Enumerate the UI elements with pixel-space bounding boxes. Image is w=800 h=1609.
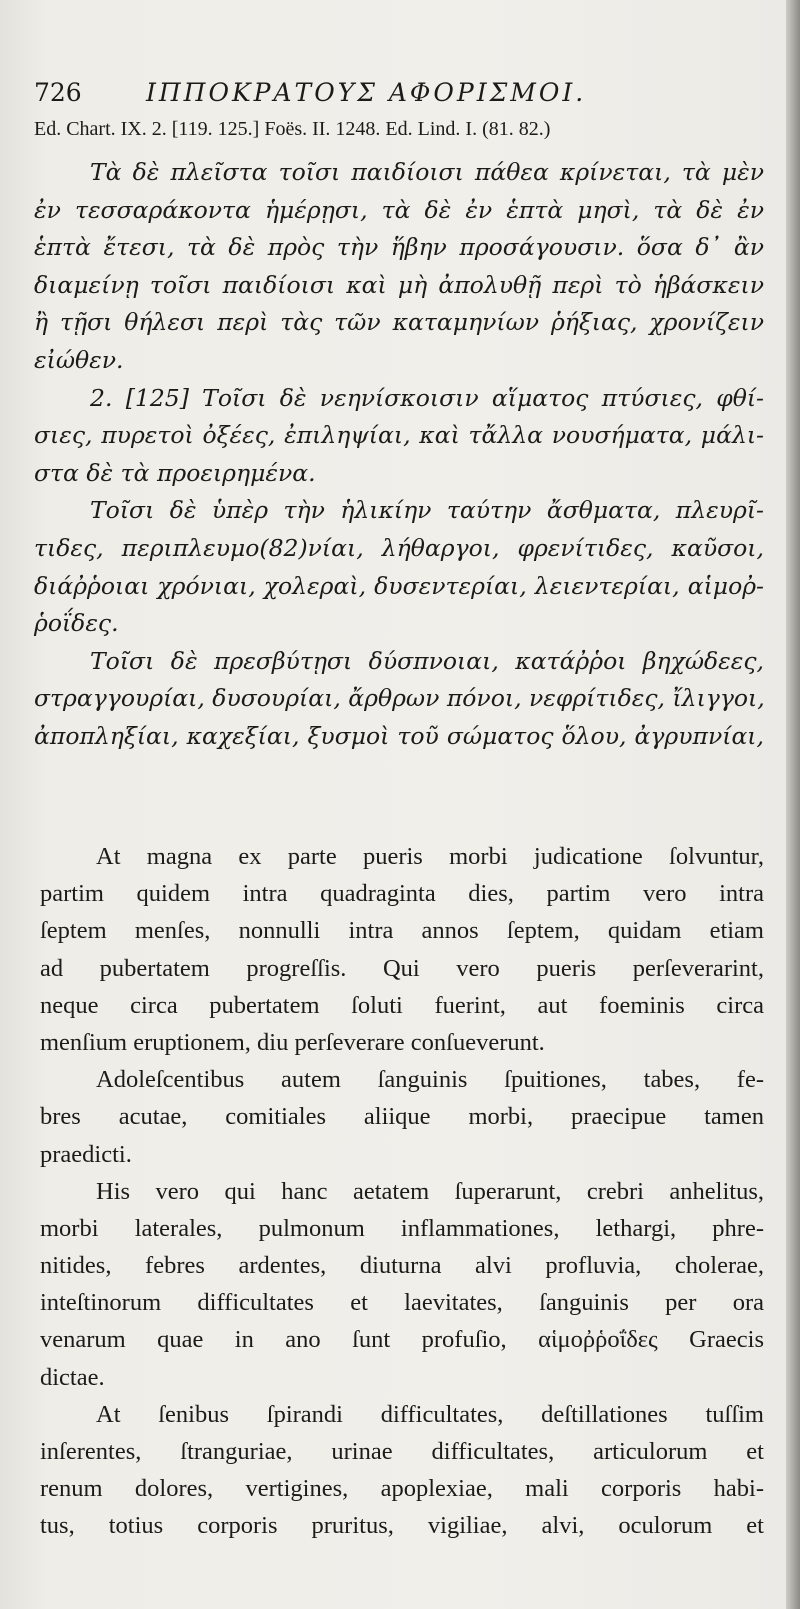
edition-references: Ed. Chart. IX. 2. [119. 125.] Foës. II. 1248. Ed. Lind. I. (81. 82.) (34, 118, 551, 140)
latin-line: ſeptem menſes, nonnulli intra annos ſeptem, quidam etiam (40, 917, 764, 945)
greek-line: ῥοΐδες. (34, 609, 119, 638)
greek-line: τιδες, περιπλευμο(82)νίαι, λήθαργοι, φρενίτιδες, καῦσοι, (34, 533, 764, 562)
page-edge-shadow (786, 0, 800, 1609)
greek-line: Τοῖσι δὲ πρεσβύτῃσι δύσπνοιαι, κατάῤῥοι βηχώδεες, (90, 646, 764, 675)
greek-line: σιες, πυρετοὶ ὀξέες, ἐπιληψίαι, καὶ τἄλλα νουσήματα, μάλι- (34, 421, 764, 450)
latin-line: At ſenibus ſpirandi difficultates, deſtillationes tuſſim (96, 1400, 764, 1428)
latin-line: inteſtinorum difficultates et laevitates, ſanguinis per ora (40, 1289, 764, 1317)
latin-line: renum dolores, vertigines, apoplexiae, mali corporis habi- (40, 1475, 764, 1503)
greek-line: Τοῖσι δὲ ὑπὲρ τὴν ἡλικίην ταύτην ἄσθματα, πλευρῖ- (90, 496, 764, 525)
latin-text-block (40, 838, 764, 1545)
greek-line: εἰώθεν. (34, 345, 124, 374)
greek-line: ἑπτὰ ἔτεσι, τὰ δὲ πρὸς τὴν ἥβην προσάγουσιν. ὅσα δ᾽ ἂν (34, 233, 764, 262)
running-title: ΙΠΠΟΚΡΑΤΟΥΣ ΑΦΟΡΙΣΜΟΙ. (146, 78, 587, 107)
greek-line: 2. [125] Τοῖσι δὲ νεηνίσκοισιν αἵματος πτύσιες, φθί- (90, 383, 764, 412)
latin-line: At magna ex parte pueris morbi judicatione ſolvuntur, (96, 843, 764, 870)
latin-line: menſium eruptionem, diu perſeverare conſueverunt. (40, 1028, 545, 1056)
greek-line: Τὰ δὲ πλεῖστα τοῖσι παιδίοισι πάθεα κρίνεται, τὰ μὲν (90, 158, 764, 186)
greek-line: στα δὲ τὰ προειρημένα. (34, 458, 316, 487)
greek-line: διάῤῥοιαι χρόνιαι, χολεραὶ, δυσεντερίαι, λειεντερίαι, αἱμοῤ- (34, 571, 764, 600)
latin-line: venarum quae in ano ſunt profuſio, αἱμοῤῥοΐδες Graecis (40, 1326, 764, 1354)
latin-line: His vero qui hanc aetatem ſuperarunt, crebri anhelitus, (96, 1177, 764, 1205)
greek-text-block (34, 154, 764, 756)
latin-line: bres acutae, comitiales aliique morbi, praecipue tamen (40, 1103, 764, 1131)
latin-line: dictae. (40, 1363, 105, 1391)
latin-line: Adoleſcentibus autem ſanguinis ſpuitiones, tabes, fe- (96, 1066, 764, 1094)
latin-line: ad pubertatem progreſſis. Qui vero pueris perſeverarint, (40, 954, 764, 982)
latin-line: partim quidem intra quadraginta dies, partim vero intra (40, 880, 764, 908)
latin-line: tus, totius corporis pruritus, vigiliae, alvi, oculorum et (40, 1512, 764, 1540)
latin-line: praedicti. (40, 1140, 132, 1168)
page-number: 726 (34, 78, 82, 107)
greek-line: ἐν τεσσαράκοντα ἡμέρῃσι, τὰ δὲ ἐν ἑπτὰ μησὶ, τὰ δὲ ἐν (34, 195, 764, 224)
greek-line: στραγγουρίαι, δυσουρίαι, ἄρθρων πόνοι, νεφρίτιδες, ἴλιγγοι, (34, 684, 765, 713)
greek-line: διαμείνῃ τοῖσι παιδίοισι καὶ μὴ ἀπολυθῇ περὶ τὸ ἡβάσκειν (34, 270, 764, 299)
latin-line: neque circa pubertatem ſoluti fuerint, aut foeminis circa (40, 991, 764, 1019)
latin-line: morbi laterales, pulmonum inflammationes, lethargi, phre- (40, 1214, 764, 1242)
latin-line: inſerentes, ſtranguriae, urinae difficultates, articulorum et (40, 1438, 764, 1465)
page-header (34, 72, 764, 112)
greek-line: ἀποπληξίαι, καχεξίαι, ξυσμοὶ τοῦ σώματος ὅλου, ἀγρυπνίαι, (34, 721, 764, 750)
latin-line: nitides, febres ardentes, diuturna alvi profluvia, cholerae, (40, 1252, 764, 1280)
greek-line: ἢ τῇσι θήλεσι περὶ τὰς τῶν καταμηνίων ῥήξιας, χρονίζειν (34, 308, 764, 337)
